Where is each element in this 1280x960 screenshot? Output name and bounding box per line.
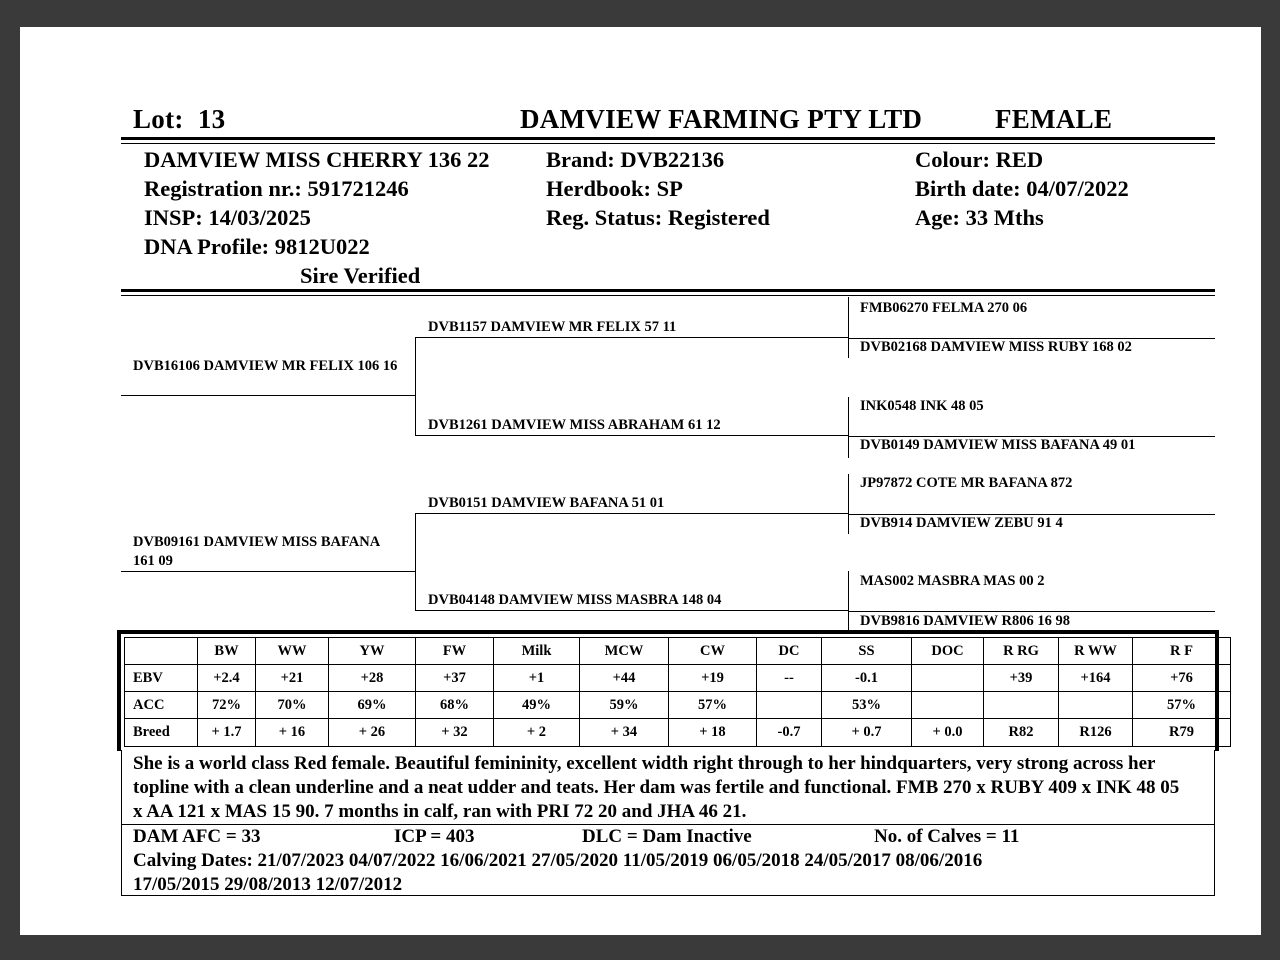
dam-sire-line: [415, 513, 848, 514]
acc-cell: 57%: [1133, 692, 1231, 719]
sex-label: FEMALE: [995, 104, 1113, 134]
lot-label-text: Lot:: [133, 104, 184, 134]
dam-afc: DAM AFC = 33: [133, 826, 261, 847]
ebv-header-cell: BW: [198, 638, 256, 665]
brand: Brand: DVB22136: [546, 147, 725, 172]
acc-row-label: ACC: [125, 692, 198, 719]
breed-cell: + 2: [494, 719, 580, 747]
info-rule-thick: [121, 289, 1215, 292]
herdbook: Herdbook: SP: [546, 176, 683, 201]
dna-profile: DNA Profile: 9812U022: [144, 234, 370, 259]
animal-col-2: [546, 145, 770, 232]
acc-cell: 53%: [822, 692, 912, 719]
acc-row: [125, 692, 1231, 719]
calving-dates-line-2: 17/05/2015 29/08/2013 12/07/2012: [133, 874, 403, 895]
ebv-cell: +1: [494, 665, 580, 692]
acc-cell: 70%: [256, 692, 329, 719]
pedigree-gen3-4: DVB0149 DAMVIEW MISS BAFANA 49 01: [860, 437, 1136, 453]
description: She is a world class Red female. Beautiful femininity, excellent width right through to her hindquarters, very strong across her topline with a clean underline and a neat udder and teats. Her dam was fertile and functional. FMB 270 x RUBY 409 x INK 48 05 x AA 121 x MAS 15 90. 7 months in calf, ran with PRI 72 20 and JHA 46 21.: [133, 753, 1180, 822]
ebv-header-cell: SS: [822, 638, 912, 665]
breed-cell: + 18: [669, 719, 757, 747]
age: Age: 33 Mths: [915, 205, 1044, 230]
ebv-header-cell: DOC: [912, 638, 984, 665]
ebv-cell: +164: [1059, 665, 1133, 692]
breed-cell: + 0.0: [912, 719, 984, 747]
ebv-header-cell: MCW: [580, 638, 669, 665]
pedigree-sheet: [20, 27, 1261, 935]
acc-cell: [984, 692, 1059, 719]
gen3-branch-4: [848, 571, 849, 633]
animal-name: DAMVIEW MISS CHERRY 136 22: [144, 147, 490, 172]
ebv-header-cell: CW: [669, 638, 757, 665]
pedigree-gen3-3: INK0548 INK 48 05: [860, 398, 984, 414]
bottom-box-left: [121, 750, 122, 896]
sire-dam-line: [415, 435, 848, 436]
ebv-cell: +21: [256, 665, 329, 692]
header-rule-thick: [121, 137, 1215, 140]
acc-cell: [757, 692, 822, 719]
acc-cell: 59%: [580, 692, 669, 719]
ebv-header-cell: FW: [416, 638, 494, 665]
reg-status: Reg. Status: Registered: [546, 205, 770, 230]
gen3-branch-2: [848, 397, 849, 458]
breed-cell: + 34: [580, 719, 669, 747]
sire-verified: Sire Verified: [300, 263, 421, 288]
farm-name: DAMVIEW FARMING PTY LTD: [520, 104, 923, 134]
acc-cell: 57%: [669, 692, 757, 719]
ebv-cell: +76: [1133, 665, 1231, 692]
inspection-date: INSP: 14/03/2025: [144, 205, 311, 230]
pedigree-gen3-5: JP97872 COTE MR BAFANA 872: [860, 475, 1073, 491]
ebv-header-cell: [125, 638, 198, 665]
ebv-header-cell: R F: [1133, 638, 1231, 665]
ebv-table: [124, 637, 1231, 747]
ebv-cell: +39: [984, 665, 1059, 692]
pedigree-dam: DVB09161 DAMVIEW MISS BAFANA 161 09: [133, 534, 380, 569]
ebv-row-label: EBV: [125, 665, 198, 692]
ebv-frame-left: [117, 630, 121, 751]
ebv-cell: [912, 665, 984, 692]
icp: ICP = 403: [394, 826, 475, 847]
gen3-branch-1: [848, 297, 849, 358]
pedigree-gen3-1: FMB06270 FELMA 270 06: [860, 300, 1028, 316]
ebv-cell: +44: [580, 665, 669, 692]
ebv-row: [125, 665, 1231, 692]
colour: Colour: RED: [915, 147, 1044, 172]
sire-sire-line: [415, 337, 848, 338]
breed-cell: R82: [984, 719, 1059, 747]
ebv-header-cell: R RG: [984, 638, 1059, 665]
ebv-header-cell: WW: [256, 638, 329, 665]
birth-date: Birth date: 04/07/2022: [915, 176, 1129, 201]
dlc: DLC = Dam Inactive: [582, 826, 752, 847]
animal-col-1: [144, 145, 490, 290]
pedigree-gen3-8: DVB9816 DAMVIEW R806 16 98: [860, 613, 1070, 629]
bottom-box-right: [1214, 750, 1215, 896]
breed-cell: R126: [1059, 719, 1133, 747]
animal-col-3: [915, 145, 1129, 232]
calving-dates-line-1: Calving Dates: 21/07/2023 04/07/2022 16/06/2021 27/05/2020 11/05/2019 06/05/2018 24/05/2017 08/06/2016: [133, 850, 983, 871]
ebv-cell: +2.4: [198, 665, 256, 692]
breed-row-label: Breed: [125, 719, 198, 747]
pedigree-dam-sire: DVB0151 DAMVIEW BAFANA 51 01: [428, 495, 665, 511]
breed-cell: + 26: [329, 719, 416, 747]
gen3-branch-3: [848, 474, 849, 534]
breed-cell: + 0.7: [822, 719, 912, 747]
ebv-cell: -0.1: [822, 665, 912, 692]
ebv-cell: +19: [669, 665, 757, 692]
ebv-cell: +28: [329, 665, 416, 692]
acc-cell: 49%: [494, 692, 580, 719]
sire-branch: [415, 337, 416, 436]
breed-cell: -0.7: [757, 719, 822, 747]
pedigree-sire-sire: DVB1157 DAMVIEW MR FELIX 57 11: [428, 319, 677, 335]
pedigree-gen3-2: DVB02168 DAMVIEW MISS RUBY 168 02: [860, 339, 1132, 355]
acc-cell: [912, 692, 984, 719]
lot-label: [133, 104, 225, 135]
sire-line: [121, 395, 415, 396]
pedigree-dam-dam: DVB04148 DAMVIEW MISS MASBRA 148 04: [428, 592, 722, 608]
pedigree-sire-dam: DVB1261 DAMVIEW MISS ABRAHAM 61 12: [428, 417, 721, 433]
header-rule-thin: [121, 143, 1215, 144]
acc-cell: 69%: [329, 692, 416, 719]
ebv-header-cell: Milk: [494, 638, 580, 665]
breed-cell: R79: [1133, 719, 1231, 747]
info-rule-thin: [121, 295, 1215, 296]
breed-row: [125, 719, 1231, 747]
registration-number: Registration nr.: 591721246: [144, 176, 409, 201]
acc-cell: [1059, 692, 1133, 719]
acc-cell: 68%: [416, 692, 494, 719]
ebv-frame-top: [117, 630, 1219, 634]
pedigree-gen3-7: MAS002 MASBRA MAS 00 2: [860, 573, 1045, 589]
breed-cell: + 32: [416, 719, 494, 747]
ebv-header-row: [125, 638, 1231, 665]
dam-dam-line: [415, 610, 848, 611]
ebv-header-cell: DC: [757, 638, 822, 665]
pedigree-gen3-6: DVB914 DAMVIEW ZEBU 91 4: [860, 515, 1063, 531]
breed-cell: + 16: [256, 719, 329, 747]
ebv-cell: --: [757, 665, 822, 692]
number-of-calves: No. of Calves = 11: [874, 826, 1020, 847]
breed-cell: + 1.7: [198, 719, 256, 747]
lot-number: 13: [197, 104, 226, 134]
ebv-header-cell: YW: [329, 638, 416, 665]
acc-cell: 72%: [198, 692, 256, 719]
dam-branch: [415, 513, 416, 611]
dam-line: [121, 571, 415, 572]
ebv-header-cell: R WW: [1059, 638, 1133, 665]
ebv-cell: +37: [416, 665, 494, 692]
pedigree-sire: DVB16106 DAMVIEW MR FELIX 106 16: [133, 358, 398, 374]
